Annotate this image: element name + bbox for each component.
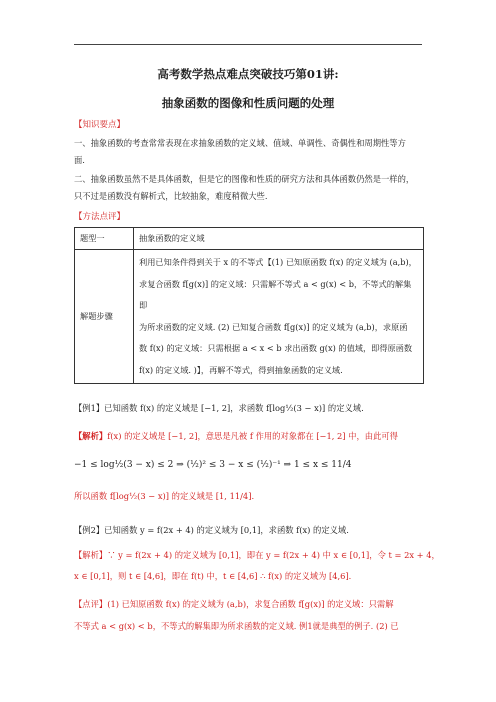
header-rule (74, 44, 422, 45)
table-line: 数 f(x) 的定义域：只需根据 a < x < b 求出函数 g(x) 的值域，即得原函数 (139, 343, 413, 353)
example2-analysis-text: ∵ y = f(2x + 4) 的定义域为 [0,1]，即在 y = f(2x + 4) 中 x ∈ [0,1]，令 t = 2x + 4， (107, 550, 440, 560)
example2-text: 已知函数 y = f(2x + 4) 的定义域为 [0,1]，求函数 f(x) 的定义域. (104, 525, 349, 535)
table-head-left: 题型一 (75, 228, 134, 250)
table-head-right: 抽象函数的定义域 (134, 228, 424, 250)
example2-analysis-label: 【解析】 (74, 550, 108, 560)
example1-conclusion: 所以函数 f[log½(3 − x)] 的定义域是 [1, 11/4]. (74, 491, 255, 501)
para1-line2: 面. (74, 155, 85, 165)
para2-line1: 二、抽象函数虽然不是具体函数，但是它的图像和性质的研究方法和具体函数仍然是一样的， (74, 174, 415, 184)
comment-text: (1) 已知原函数 f(x) 的定义域为 (a,b)，求复合函数 f[g(x)] 的定义域：只需解 (107, 599, 394, 609)
page-title: 高考数学热点难点突破技巧第01讲: (157, 67, 339, 81)
method-table (74, 227, 424, 384)
example1-analysis (74, 430, 398, 442)
example1 (74, 402, 364, 414)
table-line: 为所求函数的定义域. (2) 已知复合函数 f[g(x)] 的定义域为 (a,b)，求原函 (139, 321, 408, 332)
example1-text: 已知函数 f(x) 的定义域是 [−1, 2]，求函数 f[log½(3 − x)] 的定义域. (104, 403, 364, 413)
table-body-right (134, 250, 424, 384)
example2-label: 【例2】 (74, 525, 105, 535)
comment-line2: 不等式 a < g(x) < b，不等式的解集即为所求函数的定义域. 例1就是典型的例子. (2) 已 (74, 621, 399, 631)
table-line: 求复合函数 f[g(x)] 的定义域：只需解不等式 a < g(x) < b，不等式的解集即 (139, 278, 412, 310)
example2 (74, 524, 349, 536)
comment-label: 【点评】 (74, 599, 108, 609)
section-method-heading: 【方法点评】 (74, 212, 126, 222)
section-knowledge-heading: 【知识要点】 (74, 120, 126, 130)
table-line: f(x) 的定义域. )】，再解不等式，得到抽象函数的定义域. (139, 364, 343, 375)
table-line: 利用已知条件得到关于 x 的不等式【(1) 已知原函数 f(x) 的定义域为 (a,b)， (139, 257, 417, 267)
example2-analysis-line1 (74, 549, 440, 561)
example1-analysis-text: f(x) 的定义域是 [−1, 2]，意思是凡被 f 作用的对象都在 [−1, 2] 中，由此可得 (107, 431, 398, 441)
para1-line1: 一、抽象函数的考查常常表现在求抽象函数的定义域、值域、单调性、奇偶性和周期性等方 (74, 138, 406, 148)
para2-line2: 只不过是函数没有解析式，比较抽象，难度稍微大些. (74, 191, 268, 201)
example1-analysis-label: 【解析】 (74, 431, 108, 441)
example1-label: 【例1】 (74, 403, 105, 413)
example2-analysis-line2: x ∈ [0,1]，则 t ∈ [4,6]，即在 f(t) 中，t ∈ [4,6] ∴ f(x) 的定义域为 [4,6]. (74, 571, 352, 581)
comment-line1 (74, 598, 394, 610)
table-body-left: 解题步骤 (75, 250, 134, 384)
example1-math: −1 ≤ log½(3 − x) ≤ 2 ⇒ (½)² ≤ 3 − x ≤ (½)⁻¹ ⇒ 1 ≤ x ≤ 11/4 (74, 460, 352, 470)
knowledge-para-2 (74, 171, 422, 205)
knowledge-para-1 (74, 135, 422, 169)
page-subtitle: 抽象函数的图像和性质问题的处理 (161, 96, 335, 110)
